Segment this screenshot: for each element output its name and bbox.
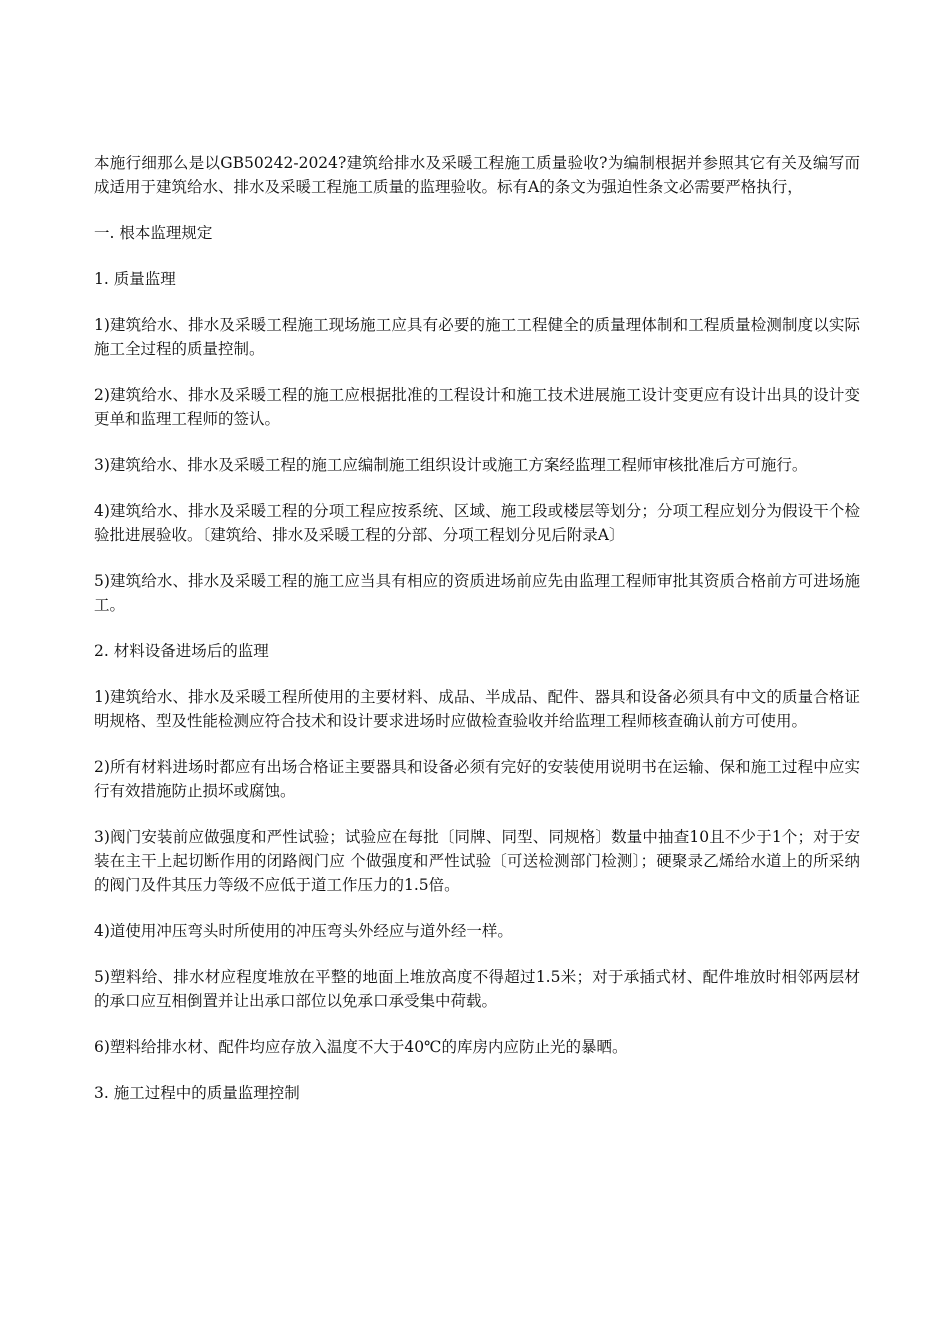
clause-1-4: 4)建筑给水、排水及采暖工程的分项工程应按系统、区域、施工段或楼层等划分；分项工程应划分为假设干个检验批进展验收。〔建筑给、排水及采暖工程的分部、分项工程划分见后附录A〕	[94, 502, 860, 544]
clause-2-3: 3)阀门安装前应做强度和严性试验；试验应在每批〔同牌、同型、同规格〕数量中抽查10且不少于1个；对于安装在主干上起切断作用的闭路阀门应 个做强度和严性试验〔可送检测部门检测〕；硬聚录乙烯给水道上的所采纳的阀门及件其压力等级不应低于道工作压力的1.5倍。	[94, 828, 860, 894]
clause-2-4: 4)道使用冲压弯头时所使用的冲压弯头外经应与道外经一样。	[94, 922, 513, 940]
clause-2-2: 2)所有材料进场时都应有出场合格证主要器具和设备必须有完好的安装使用说明书在运输、保和施工过程中应实行有效措施防止损坏或腐蚀。	[94, 758, 860, 800]
intro-paragraph: 本施行细那么是以GB50242-2024?建筑给排水及采暖工程施工质量验收?为编制根据并参照其它有关及编写而成适用于建筑给水、排水及采暖工程施工质量的监理验收。标有A的条文为强迫性条文必需要严格执行，	[94, 154, 860, 196]
clause-1-5: 5)建筑给水、排水及采暖工程的施工应当具有相应的资质进场前应先由监理工程师审批其资质合格前方可进场施工。	[94, 572, 860, 614]
clause-2-1: 1)建筑给水、排水及采暖工程所使用的主要材料、成品、半成品、配件、器具和设备必须具有中文的质量合格证明规格、型及性能检测应符合技术和设计要求进场时应做检查验收并给监理工程师核查确认前方可使用。	[94, 688, 860, 730]
subsection-heading-materials: 2. 材料设备进场后的监理	[94, 642, 269, 660]
section-heading-basic-rules: 一. 根本监理规定	[94, 224, 213, 242]
clause-1-1: 1)建筑给水、排水及采暖工程施工现场施工应具有必要的施工工程健全的质量理体制和工程质量检测制度以实际施工全过程的质量控制。	[94, 316, 860, 358]
subsection-heading-quality-supervision: 1. 质量监理	[94, 270, 176, 288]
clause-1-3: 3)建筑给水、排水及采暖工程的施工应编制施工组织设计或施工方案经监理工程师审核批准后方可施行。	[94, 456, 808, 474]
clause-2-5: 5)塑料给、排水材应程度堆放在平整的地面上堆放高度不得超过1.5米；对于承插式材、配件堆放时相邻两层材的承口应互相倒置并让出承口部位以免承口承受集中荷载。	[94, 968, 860, 1010]
clause-2-6: 6)塑料给排水材、配件均应存放入温度不大于40℃的库房内应防止光的暴晒。	[94, 1038, 628, 1056]
subsection-heading-construction-control: 3. 施工过程中的质量监理控制	[94, 1084, 300, 1102]
document-page	[94, 151, 860, 1127]
clause-1-2: 2)建筑给水、排水及采暖工程的施工应根据批准的工程设计和施工技术进展施工设计变更应有设计出具的设计变更单和监理工程师的签认。	[94, 386, 860, 428]
